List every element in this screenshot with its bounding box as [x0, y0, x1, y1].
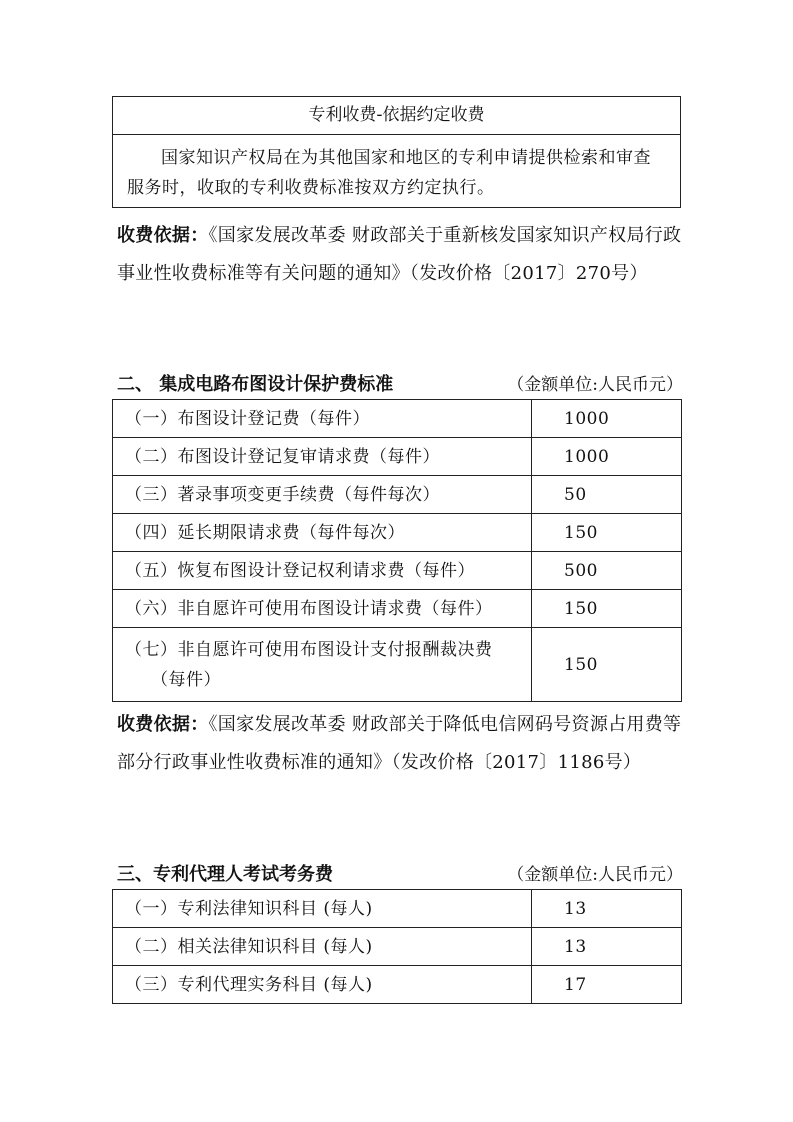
fee-basis-2-label: 收费依据：: [117, 714, 209, 735]
fee-item-value: 150: [532, 514, 682, 552]
fee-item-name: （二）相关法律知识科目 (每人): [113, 928, 532, 966]
fee-basis-1-text: 《国家发展改革委 财政部关于重新核发国家知识产权局行政事业性收费标准等有关问题的通知》（发改价格〔2017〕270号）: [117, 225, 682, 284]
table-row: [113, 552, 682, 590]
table-row: [113, 928, 682, 966]
fee-item-value: 13: [532, 928, 682, 966]
fee-item-name: （一）专利法律知识科目 (每人): [113, 890, 532, 928]
fee-item-value: 500: [532, 552, 682, 590]
fee-item-name-line2: （每件）: [151, 669, 221, 690]
section-2-fee-table: [112, 399, 682, 702]
table-row: [113, 628, 682, 702]
fee-item-value: 13: [532, 890, 682, 928]
fee-item-value: 1000: [532, 438, 682, 476]
section-2-title: 二、 集成电路布图设计保护费标准: [117, 374, 394, 395]
section-3-title: 三、专利代理人考试考务费: [117, 864, 333, 885]
fee-basis-2-text: 《国家发展改革委 财政部关于降低电信网码号资源占用费等部分行政事业性收费标准的通知》（发改价格〔2017〕1186号）: [117, 714, 682, 773]
section-3-heading: [117, 860, 683, 886]
fee-item-name: （四）延长期限请求费（每件每次）: [113, 514, 532, 552]
fee-item-value: 1000: [532, 400, 682, 438]
section-3-fee-table: [112, 889, 682, 1004]
fee-item-name: （二）布图设计登记复审请求费（每件）: [113, 438, 532, 476]
table-row: [113, 514, 682, 552]
fee-item-value: 17: [532, 966, 682, 1004]
agreement-fee-body: 国家知识产权局在为其他国家和地区的专利申请提供检索和审查服务时，收取的专利收费标准按双方约定执行。: [127, 148, 651, 198]
fee-basis-2: [117, 706, 689, 782]
table-row: [113, 400, 682, 438]
fee-item-value: 50: [532, 476, 682, 514]
fee-basis-1: [117, 217, 689, 293]
section-2-unit: （金额单位:人民币元）: [507, 375, 683, 395]
fee-item-name: （五）恢复布图设计登记权利请求费（每件）: [113, 552, 532, 590]
fee-item-name: （一）布图设计登记费（每件）: [113, 400, 532, 438]
fee-item-name-line1: （七）非自愿许可使用布图设计支付报酬裁决费: [125, 639, 493, 660]
fee-item-name: （三）著录事项变更手续费（每件每次）: [113, 476, 532, 514]
fee-item-name: （六）非自愿许可使用布图设计请求费（每件）: [113, 590, 532, 628]
table-row: [113, 890, 682, 928]
agreement-fee-box: [112, 96, 681, 208]
fee-item-value: 150: [532, 590, 682, 628]
section-2-heading: [117, 370, 683, 396]
table-row: [113, 590, 682, 628]
table-row: [113, 476, 682, 514]
fee-item-value: 150: [532, 628, 682, 702]
agreement-fee-title: 专利收费-依据约定收费: [113, 97, 680, 135]
section-3-unit: （金额单位:人民币元）: [507, 865, 683, 885]
table-row: [113, 966, 682, 1004]
fee-basis-1-label: 收费依据：: [117, 225, 209, 246]
fee-item-name: （三）专利代理实务科目 (每人): [113, 966, 532, 1004]
table-row: [113, 438, 682, 476]
fee-item-name: [113, 628, 532, 702]
